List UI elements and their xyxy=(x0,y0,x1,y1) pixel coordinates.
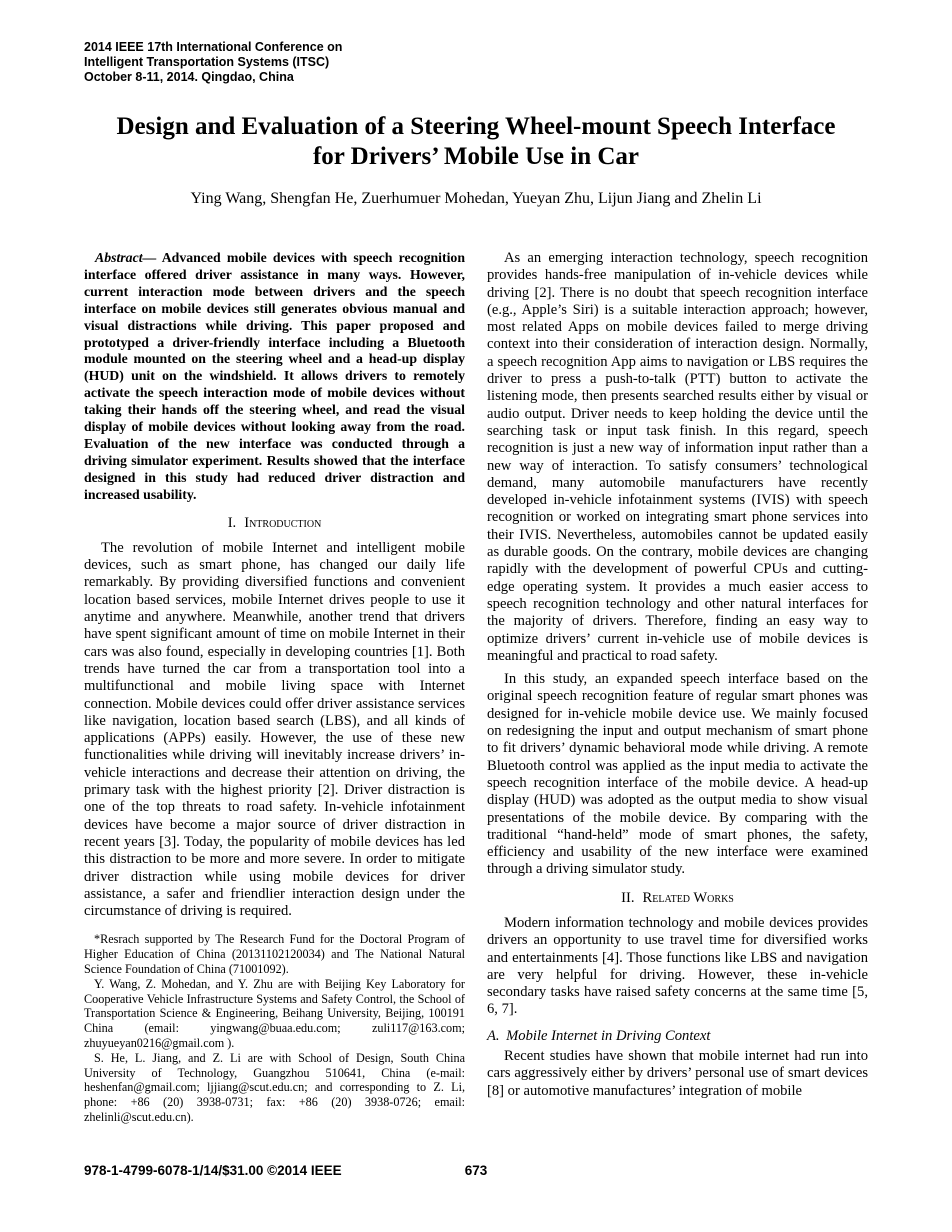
section-number: I. xyxy=(227,514,237,531)
paper-title xyxy=(0,112,952,172)
paper-title-line-2: for Drivers’ Mobile Use in Car xyxy=(312,143,640,170)
intro-paragraph-2: As an emerging interaction technology, speech recognition provides hands-free manipulation of in-vehicle devices while driving [2]. There is no doubt that speech recognition interface (e.g., Apple’s Siri) is a suitable interaction approach; however, most related Apps on mobile devices failed to merge driving context into their consideration of interaction design. Normally, a speech recognition App aims to navigation or LBS requires the driver to press a push-to-talk (PTT) button to activate the listening mode, then presents searched results either by visual or audio output. Driver needs to keep holding the device until the searching task or input task finish. In this regard, speech recognition is just a new way of information input rather than a new way of interaction. To satisfy consumers’ technological demand, many automobile manufacturers have recently developed in-vehicle infotainment systems (IVIS) with speech recognition or worked on integrating smart phone services into their IVIS. Nevertheless, automobiles cannot be updated easily as durable goods. On the contrary, mobile devices are changing rapidly with the development of powerful CPUs and cutting-edge operating system. It provides a much easier access to speech recognition technology and other natural interfaces for the majority of drivers. Therefore, finding an easy way to optimize drivers’ current in-vehicle use of mobile devices is meaningful and practical to road safety. xyxy=(487,250,868,664)
introduction-paragraph: The revolution of mobile Internet and intelligent mobile devices, such as smart phone, has changed our daily life remarkably. By providing diversified functions and convenient location based services, mobile Internet drives people to use it anytime and anywhere. Meanwhile, another trend that drivers have spent significant amount of time on mobile Internet in their cars was also found, especially in developing countries [1]. Both trends have turned the car from a transportation tool into a multifunctional and mobile living space with Internet connection. Mobile devices could offer driver assistance services like navigation, location based search (LBS), and all kinds of applications (APPs) easily. However, the use of these new functionalities while driving will inevitably increase drivers’ in-vehicle interactions and decrease their attention on driving, the primary task with the highest priority [2]. Driver distraction is one of the top threats to road safety. In-vehicle infotainment devices have become a major source of driver distraction in recent years [3]. Today, the popularity of mobile devices has led this distraction to be more and more severe. In order to mitigate driver distraction while using mobile devices for driver assistance, a safer and friendlier interaction design under the circumstance of driving is required. xyxy=(84,539,465,920)
subsection-heading-mobile-internet xyxy=(487,1028,868,1045)
subsection-label: A. xyxy=(487,1027,500,1044)
subsection-title: Mobile Internet in Driving Context xyxy=(506,1027,711,1044)
left-column xyxy=(84,250,465,1160)
author-footnote xyxy=(84,932,465,1124)
two-column-body xyxy=(84,250,868,1160)
section-heading-introduction xyxy=(84,515,465,532)
related-works-paragraph: Modern information technology and mobile devices provides drivers an opportunity to use travel time for diversified works and entertainments [4]. Those functions like LBS and navigation are very helpful for driving. However, these in-vehicle secondary tasks have raised safety concerns at the same time [5, 6, 7]. xyxy=(487,914,868,1018)
paper-title-line-1: Design and Evaluation of a Steering Wheel-mount Speech Interface xyxy=(116,113,836,140)
mobile-internet-paragraph: Recent studies have shown that mobile internet had run into cars aggressively either by drivers’ personal use of smart devices [8] or automotive manufactures’ integration of mobile xyxy=(487,1048,868,1099)
page-number: 673 xyxy=(464,1163,488,1178)
section-title: Introduction xyxy=(244,514,322,531)
abstract xyxy=(84,250,465,504)
section-heading-related-works xyxy=(487,890,868,907)
abstract-label: Abstract— xyxy=(95,250,157,265)
conference-header-line-3: October 8-11, 2014. Qingdao, China xyxy=(84,70,294,84)
conference-header-line-2: Intelligent Transportation Systems (ITSC) xyxy=(84,55,330,69)
authors-line: Ying Wang, Shengfan He, Zuerhumuer Mohedan, Yueyan Zhu, Lijun Jiang and Zhelin Li xyxy=(190,190,762,207)
footnote-affiliation-2: S. He, L. Jiang, and Z. Li are with School of Design, South China University of Technology, Guangzhou 510641, China (e-mail: heshenfan@gmail.com; ljjiang@scut.edu.cn; and corresponding to Z. Li, phone: +86 (20) 3938-0731; fax: +86 (20) 3938-0726; email: zhelinli@scut.edu.cn). xyxy=(84,1050,465,1124)
right-column xyxy=(487,250,868,1160)
intro-paragraph-3: In this study, an expanded speech interface based on the original speech recognition feature of regular smart phones was designed for in-vehicle mobile device use. We mainly focused on redesigning the input and output mechanism of smart phone to fit drivers’ dynamic behavioral mode while driving. A remote Bluetooth control was applied as the input media to activate the speech recognition interface of the mobile device. A head-up display (HUD) was adopted as the output media to show visual presentations of the mobile device. By comparing with the traditional “hand-held” mode of smart phones, the safety, efficiency and usability of the new interface were examined through a driving simulator study. xyxy=(487,671,868,878)
conference-header xyxy=(84,40,342,85)
conference-header-line-1: 2014 IEEE 17th International Conference on xyxy=(84,40,343,54)
footnote-funding: *Resrach supported by The Research Fund for the Doctoral Program of Higher Education of China (20131102120034) and The National Natural Science Foundation of China (71001092). xyxy=(84,932,465,977)
footnote-affiliation-1: Y. Wang, Z. Mohedan, and Y. Zhu are with Beijing Key Laboratory for Cooperative Vehicle Infrastructure Systems and Safety Control, the School of Transportation Science & Engineering, Beihang University, Beijing, 100191 China (email: yingwang@buaa.edu.com; zuli117@163.com; zhuyueyan0216@gmail.com ). xyxy=(84,976,465,1050)
section-number: II. xyxy=(621,889,635,906)
abstract-text: Advanced mobile devices with speech recognition interface offered driver assistance in many ways. However, current interaction mode between drivers and the speech interface on mobile devices still generates obvious manual and visual distractions while driving. This paper proposed and prototyped a driver-friendly interface including a Bluetooth module mounted on the steering wheel and a head-up display (HUD) unit on the windshield. It allows drivers to remotely activate the speech interaction mode of mobile devices without taking their hands off the steering wheel, and read the visual display of mobile devices without looking away from the road. Evaluation of the new interface was conducted through a driving simulator experiment. Results showed that the interface designed in this study had reduced driver distraction and increased usability. xyxy=(84,250,465,502)
section-title: Related Works xyxy=(642,889,734,906)
copyright-notice: 978-1-4799-6078-1/14/$31.00 ©2014 IEEE xyxy=(84,1163,342,1178)
